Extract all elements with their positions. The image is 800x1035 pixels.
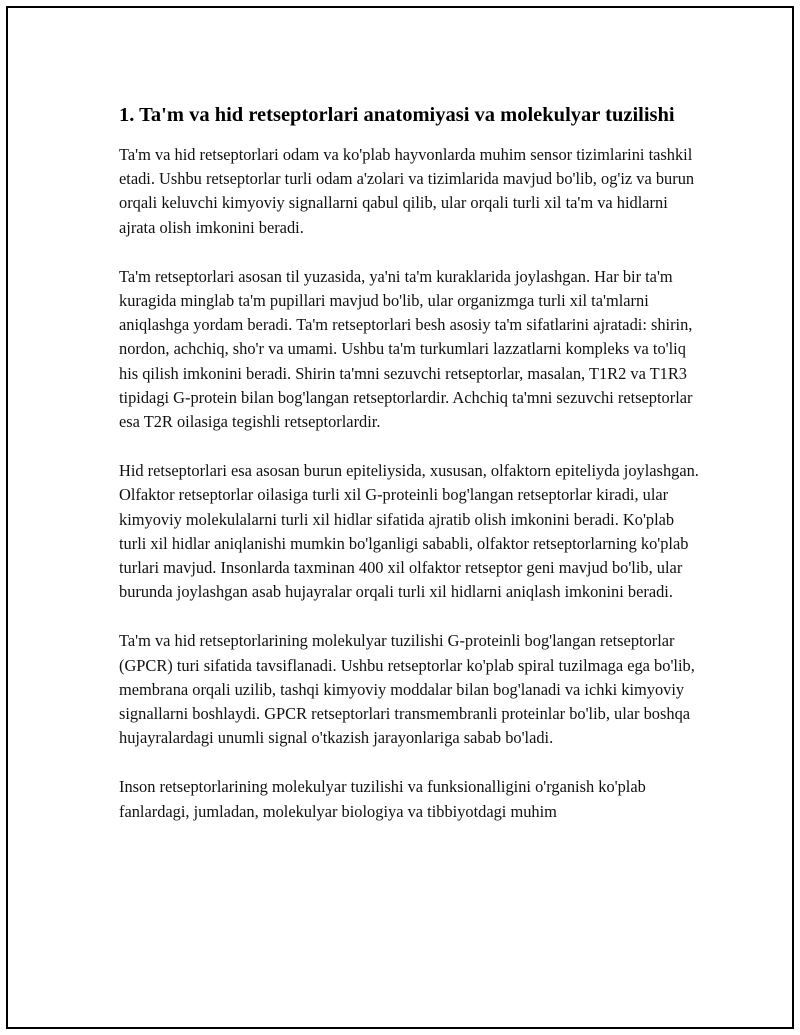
paragraph-1: Ta'm va hid retseptorlari odam va ko'plab hayvonlarda muhim sensor tizimlarini tashkil etadi. Ushbu retseptorlar turli odam a'zolari va tizimlarida mavjud bo'lib, og'iz va burun orqali keluvchi kimyoviy signallarni qabul qilib, ular orqali turli xil ta'm va hidlarni ajrata olish imkonini beradi. — [119, 145, 695, 237]
paragraph-3: Hid retseptorlari esa asosan burun epiteliysida, xususan, olfaktorn epiteliyda joylashgan. Olfaktor retseptorlar oilasiga turli xil G-proteinli bog'langan retseptorlar kiradi, ular kimyoviy molekulalarni turli xil hidlar sifatida ajratib olish imkonini beradi. Ko'plab turli xil hidlar aniqlanishi mumkin bo'lganligi sababli, olfaktor retseptorlarning ko'plab turlari mavjud. Insonlarda taxminan 400 xil olfaktor retseptor geni mavjud bo'lib, ular burunda joylashgan asab hujayralar orqali turli xil hidlarni aniqlash imkonini beradi. — [119, 461, 699, 602]
paragraph-4: Ta'm va hid retseptorlarining molekulyar tuzilishi G-proteinli bog'langan retseptorlar (GPCR) turi sifatida tavsiflanadi. Ushbu retseptorlar ko'plab spiral tuzilmaga ega bo'lib, membrana orqali uzilib, tashqi kimyoviy moddalar bilan bog'lanadi va ichki kimyoviy signallarni boshlaydi. GPCR retseptorlari transmembranli proteinlar bo'lib, ular boshqa hujayralardagi unumli signal o'tkazish jarayonlariga sabab bo'ladi. — [119, 631, 695, 748]
page-frame — [6, 6, 794, 1029]
document-body — [119, 101, 699, 824]
paragraph-2: Ta'm retseptorlari asosan til yuzasida, ya'ni ta'm kuraklarida joylashgan. Har bir ta'm kuragida minglab ta'm pupillari mavjud bo'lib, ular organizmga turli xil ta'mlarni aniqlashga yordam beradi. Ta'm retseptorlari besh asosiy ta'm sifatlarini ajratadi: shirin, nordon, achchiq, sho'r va umami. Ushbu ta'm turkumlari lazzatlarni kompleks va to'liq his qilish imkonini beradi. Shirin ta'mni sezuvchi retseptorlar, masalan, T1R2 va T1R3 tipidagi G-protein bilan bog'langan retseptorlardir. Achchiq ta'mni sezuvchi retseptorlar esa T2R oilasiga tegishli retseptorlardir. — [119, 266, 693, 432]
section-heading: 1. Ta'm va hid retseptorlari anatomiyasi va molekulyar tuzilishi — [119, 104, 675, 126]
paragraph-5: Inson retseptorlarining molekulyar tuzilishi va funksionalligini o'rganish ko'plab fanlardagi, jumladan, molekulyar biologiya va tibbiyotdagi muhim — [119, 777, 646, 821]
